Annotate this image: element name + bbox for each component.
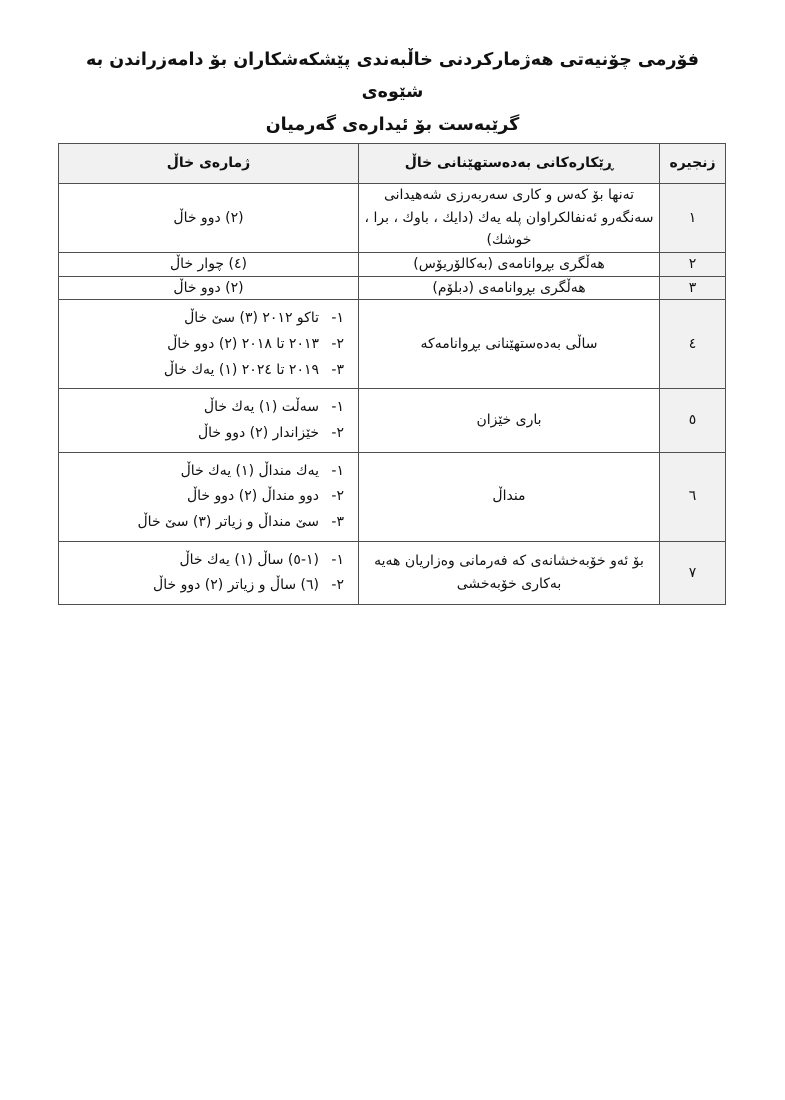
table-body	[59, 184, 726, 605]
row-points-cell	[59, 184, 359, 253]
row-serial-number: ٢	[660, 253, 726, 277]
column-header-criteria: ڕێکارەکانی بەدەستهێنانی خاڵ	[359, 144, 660, 184]
page-title-line-2: گرێبەست بۆ ئیدارەی گەرمیان	[265, 114, 520, 135]
page-title	[62, 44, 723, 141]
points-option-item	[138, 460, 345, 483]
points-option-item	[198, 422, 344, 445]
row-serial-number: ٣	[660, 276, 726, 300]
points-option-text: دوو مندا‌ڵ (٢) دوو خاڵ	[186, 488, 319, 505]
table-row	[59, 452, 726, 541]
points-option-number: ٣-	[331, 514, 344, 531]
table-row	[59, 276, 726, 300]
scoring-table-container	[59, 143, 726, 605]
column-header-serial: زنجیره	[660, 144, 726, 184]
points-option-item	[164, 307, 344, 330]
points-option-number: ٢-	[331, 577, 344, 594]
points-option-list	[138, 460, 345, 534]
row-serial-number: ٤	[660, 300, 726, 389]
points-option-text: تاکو ٢٠١٢ (٣) سێ خاڵ	[184, 310, 319, 327]
row-criteria-text: هەڵگری بڕوانامەی (بەکالۆریۆس)	[359, 253, 660, 277]
column-header-points: ژمارەی خاڵ	[59, 144, 359, 184]
row-points-cell	[59, 300, 359, 389]
points-option-text: ٢٠١٩ تا ٢٠٢٤ (١) یەك خاڵ	[163, 361, 319, 378]
points-option-text: یەك مندا‌ڵ (١) یەك خاڵ	[180, 462, 319, 479]
row-serial-number: ١	[660, 184, 726, 253]
points-option-number: ٣-	[331, 361, 344, 378]
row-criteria-text: باری خێزان	[359, 389, 660, 452]
row-serial-number: ٦	[660, 452, 726, 541]
points-option-text: سێ مندا‌ڵ و زیاتر (٣) سێ خاڵ	[137, 514, 319, 531]
points-option-item	[153, 549, 344, 572]
row-criteria-text: مندا‌ڵ	[359, 452, 660, 541]
points-option-item	[138, 511, 345, 534]
points-option-text: خێزاندار (٢) دوو خاڵ	[197, 425, 319, 442]
points-option-list	[164, 307, 344, 381]
table-row	[59, 300, 726, 389]
points-value: (٤) چوار خاڵ	[170, 256, 247, 273]
points-option-number: ٢-	[331, 488, 344, 505]
points-option-item	[153, 574, 344, 597]
points-option-text: (٦) ساڵ و زیاتر (٢) دوو خاڵ	[153, 577, 319, 594]
points-option-item	[164, 333, 344, 356]
points-option-number: ١-	[331, 310, 344, 327]
row-serial-number: ٧	[660, 541, 726, 604]
row-criteria-text: هەڵگری بڕوانامەی (دبلۆم)	[359, 276, 660, 300]
table-row	[59, 253, 726, 277]
points-option-item	[138, 485, 345, 508]
row-criteria-text: بۆ ئەو خۆبەخشانەی کە فەرمانی وەزاریان هەیە بەکاری خۆبەخشی	[359, 541, 660, 604]
table-row	[59, 389, 726, 452]
points-option-number: ١-	[331, 551, 344, 568]
points-option-item	[164, 359, 344, 382]
points-option-number: ١-	[331, 399, 344, 416]
page-title-line-1: فۆرمی چۆنیەتی هەژمارکردنی خاڵبەندی پێشکەشکاران بۆ دامەزراندن بە شێوەی	[86, 50, 699, 103]
points-option-text: (١-٥) ساڵ (١) یەك خاڵ	[179, 551, 319, 568]
row-points-cell	[59, 452, 359, 541]
row-points-cell	[59, 389, 359, 452]
points-option-item	[198, 396, 344, 419]
table-row	[59, 184, 726, 253]
points-value: (٢) دوو خاڵ	[173, 209, 244, 226]
points-option-text: سەڵت (١) یەك خاڵ	[203, 399, 319, 416]
points-option-list	[153, 549, 344, 597]
points-option-number: ٢-	[331, 336, 344, 353]
row-serial-number: ٥	[660, 389, 726, 452]
row-criteria-text: ساڵی بەدەستهێنانی بڕوانامەکە	[359, 300, 660, 389]
table-header-row	[59, 144, 726, 184]
points-option-list	[198, 396, 344, 444]
points-option-text: ٢٠١٣ تا ٢٠١٨ (٢) دوو خاڵ	[167, 336, 319, 353]
points-option-number: ١-	[331, 462, 344, 479]
scoring-table	[58, 143, 726, 605]
row-points-cell	[59, 276, 359, 300]
table-row	[59, 541, 726, 604]
table-head	[59, 144, 726, 184]
row-criteria-text: تەنها بۆ کەس و کاری سەربەرزی شەهیدانی سەنگەرو ئەنفالکراوان پلە یەك (دایك ، باوك ، برا ، خوشك)	[359, 184, 660, 253]
row-points-cell	[59, 541, 359, 604]
row-points-cell	[59, 253, 359, 277]
points-value: (٢) دوو خاڵ	[173, 279, 244, 296]
points-option-number: ٢-	[331, 425, 344, 442]
